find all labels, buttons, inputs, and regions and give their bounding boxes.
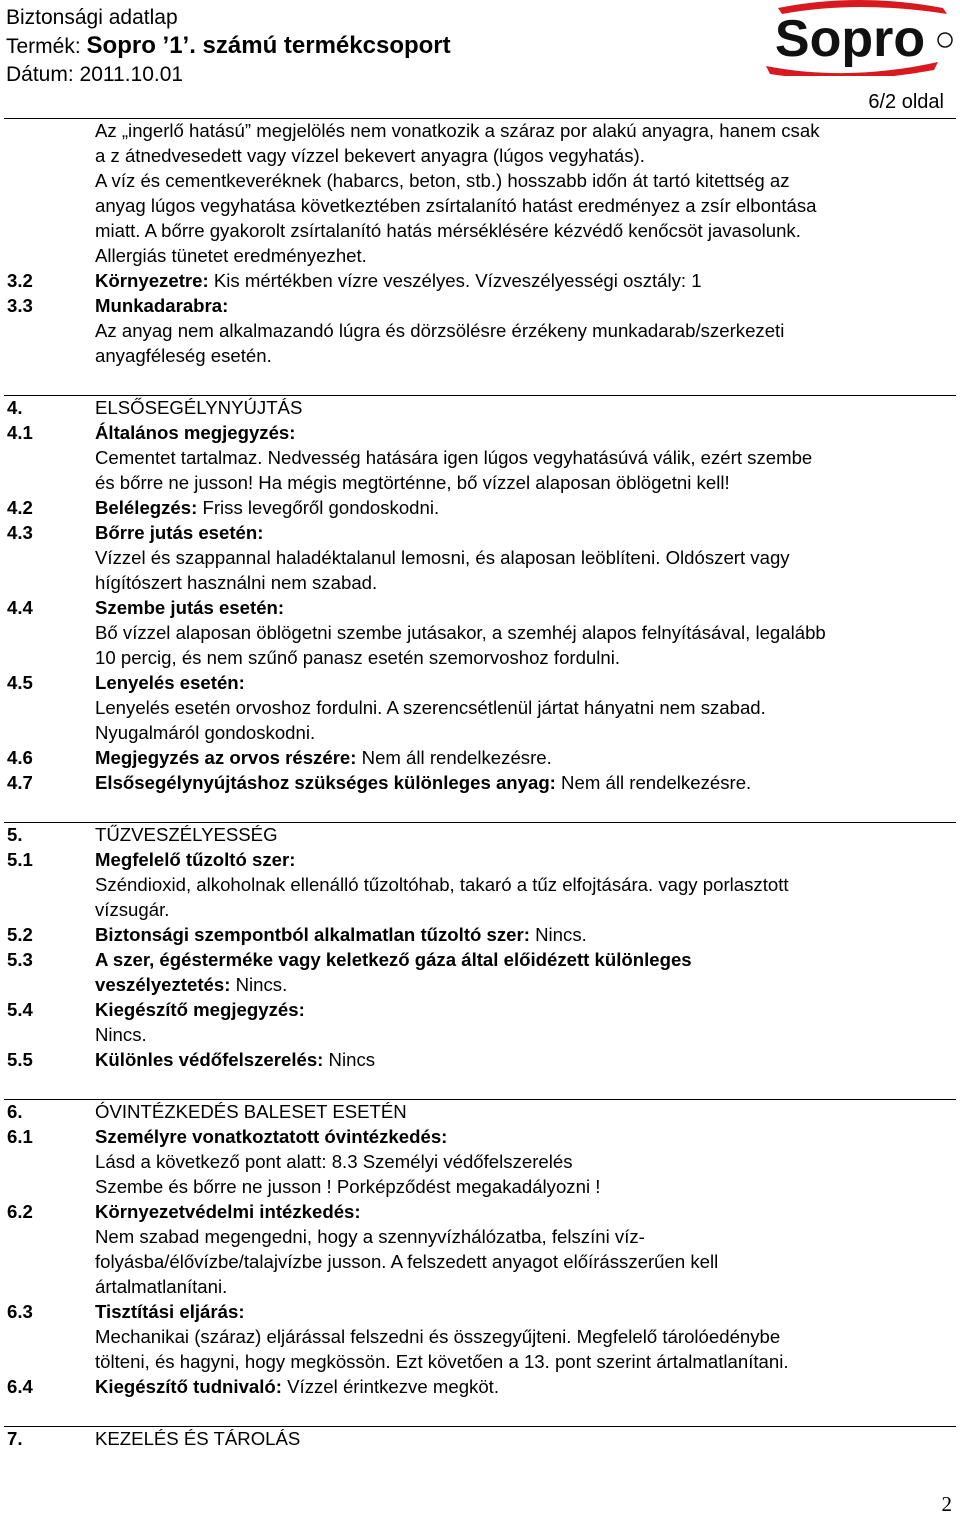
line-text xyxy=(95,244,367,269)
text-run: Lenyelés esetén orvoshoz fordulni. A szerencsétlenül jártat hányatni nem szabad. xyxy=(95,697,766,718)
section-number: 5.3 xyxy=(7,949,33,970)
line-text xyxy=(95,1225,645,1250)
line-text xyxy=(95,746,552,771)
text-run: a z átnedvesedett vagy vízzel bekevert anyagra (lúgos vegyhatás). xyxy=(95,145,645,166)
line-text xyxy=(95,1175,600,1200)
text-run: KEZELÉS ÉS TÁROLÁS xyxy=(95,1428,301,1449)
line-text xyxy=(95,521,263,546)
line-text xyxy=(95,771,751,796)
section-number: 4.1 xyxy=(7,422,33,443)
line-text xyxy=(95,294,228,319)
bold-label: Munkadarabra: xyxy=(95,295,229,316)
bold-label: Elsősegélynyújtáshoz szükséges különleges anyag: xyxy=(95,772,556,793)
text-run: Szembe és bőrre ne jusson ! Porképződést megakadályozni ! xyxy=(95,1176,601,1197)
date-label: Dátum: xyxy=(6,63,74,86)
line-text xyxy=(95,823,278,848)
line-text xyxy=(95,471,730,496)
text-run: Nem áll rendelkezésre. xyxy=(555,772,752,793)
sopro-logo xyxy=(748,0,954,76)
bold-label: Környezetvédelmi intézkedés: xyxy=(95,1201,361,1222)
line-text xyxy=(95,396,302,421)
line-text xyxy=(95,144,645,169)
bold-label: Személyre vonatkoztatott óvintézkedés: xyxy=(95,1126,448,1147)
section-number: 6. xyxy=(7,1101,23,1122)
text-run: TŰZVESZÉLYESSÉG xyxy=(95,824,278,845)
text-run: Nincs. xyxy=(230,974,288,995)
text-run: Cementet tartalmaz. Nedvesség hatására igen lúgos vegyhatásúvá válik, ezért szembe xyxy=(95,447,813,468)
text-run: Széndioxid, alkoholnak ellenálló tűzoltóhab, takaró a tűz elfojtására. vagy porlasztott xyxy=(95,874,789,895)
bold-label: Megfelelő tűzoltó szer: xyxy=(95,849,296,870)
line-text xyxy=(95,596,284,621)
text-run: ÓVINTÉZKEDÉS BALESET ESETÉN xyxy=(95,1101,407,1122)
line-text xyxy=(95,1375,499,1400)
line-text xyxy=(95,1048,375,1073)
bold-label: Általános megjegyzés: xyxy=(95,422,296,443)
section-number: 5.2 xyxy=(7,924,33,945)
line-text xyxy=(95,1325,780,1350)
text-run: Allergiás tünetet eredményezhet. xyxy=(95,245,367,266)
line-text xyxy=(95,1150,573,1175)
text-run: Az anyag nem alkalmazandó lúgra és dörzsölésre érzékeny munkadarab/szerkezeti xyxy=(95,320,785,341)
text-run: Nincs. xyxy=(95,1024,147,1045)
product-line xyxy=(6,34,451,59)
product-name: Sopro ’1’. számú termékcsoport xyxy=(86,32,451,59)
line-text xyxy=(95,621,826,646)
section-number: 4.4 xyxy=(7,597,33,618)
section-number: 5.5 xyxy=(7,1049,33,1070)
page-label: 6/2 oldal xyxy=(868,91,944,113)
text-run: Az „ingerlő hatású” megjelölés nem vonatkozik a száraz por alakú anyagra, hanem csak xyxy=(95,120,820,141)
line-text xyxy=(95,948,692,973)
section-number: 5.1 xyxy=(7,849,33,870)
bold-label: Különles védőfelszerelés: xyxy=(95,1049,324,1070)
text-run: tölteni, és hagyni, hogy megkössön. Ezt követően a 13. pont szerint ártalmatlanítani. xyxy=(95,1351,789,1372)
text-run: ELSŐSEGÉLYNYÚJTÁS xyxy=(95,397,303,418)
page-number: 2 xyxy=(941,1492,952,1516)
line-text xyxy=(95,721,315,746)
bold-label: Tisztítási eljárás: xyxy=(95,1301,245,1322)
section-number: 4.5 xyxy=(7,672,33,693)
text-run: vízsugár. xyxy=(95,899,170,920)
text-run: Friss levegőről gondoskodni. xyxy=(197,497,440,518)
bold-label: Környezetre: xyxy=(95,270,209,291)
bold-label: Biztonsági szempontból alkalmatlan tűzoltó szer: xyxy=(95,924,530,945)
bold-label: Szembe jutás esetén: xyxy=(95,597,285,618)
text-run: Vízzel érintkezve megköt. xyxy=(281,1376,499,1397)
line-text xyxy=(95,169,790,194)
section-number: 3.2 xyxy=(7,270,33,291)
logo-text: Sopro xyxy=(774,10,926,68)
line-text xyxy=(95,973,287,998)
section-number: 4.6 xyxy=(7,747,33,768)
line-text xyxy=(95,219,801,244)
text-run: Kis mértékben vízre veszélyes. Vízveszélyességi osztály: 1 xyxy=(208,270,702,291)
line-text xyxy=(95,696,766,721)
section-number: 6.1 xyxy=(7,1126,33,1147)
line-text xyxy=(95,998,305,1023)
section-number: 3.3 xyxy=(7,295,33,316)
section-number: 6.2 xyxy=(7,1201,33,1222)
section-number: 6.4 xyxy=(7,1376,33,1397)
text-run: Nyugalmáról gondoskodni. xyxy=(95,722,316,743)
bold-label: Megjegyzés az orvos részére: xyxy=(95,747,357,768)
date-value: 2011.10.01 xyxy=(79,63,184,86)
text-run: és bőrre ne jusson! Ha mégis megtörténne, bő vízzel alaposan öblögetni kell! xyxy=(95,472,730,493)
line-text xyxy=(95,344,272,369)
text-run: Nincs xyxy=(323,1049,376,1070)
text-run: Nem áll rendelkezésre. xyxy=(356,747,552,768)
text-run: hígítószert használni nem szabad. xyxy=(95,572,378,593)
section-number: 4.2 xyxy=(7,497,33,518)
document-title: Biztonsági adatlap xyxy=(6,6,178,29)
line-text xyxy=(95,1200,361,1225)
line-text xyxy=(95,671,245,696)
bold-label: Kiegészítő megjegyzés: xyxy=(95,999,305,1020)
line-text xyxy=(95,546,790,571)
line-text xyxy=(95,446,812,471)
date-line xyxy=(6,63,183,87)
bold-label: Kiegészítő tudnivaló: xyxy=(95,1376,282,1397)
text-run: A víz és cementkeveréknek (habarcs, beton, stb.) hosszabb időn át tartó kitettség az xyxy=(95,170,790,191)
bold-label: veszélyeztetés: xyxy=(95,974,231,995)
line-text xyxy=(95,923,587,948)
text-run: Lásd a következő pont alatt: 8.3 Személyi védőfelszerelés xyxy=(95,1151,573,1172)
text-run: anyagféleség esetén. xyxy=(95,345,272,366)
line-text xyxy=(95,646,620,671)
product-label: Termék: xyxy=(6,35,81,58)
section-number: 6.3 xyxy=(7,1301,33,1322)
line-text xyxy=(95,319,784,344)
line-text xyxy=(95,421,295,446)
text-run: Nem szabad megengedni, hogy a szennyvízhálózatba, felszíni víz- xyxy=(95,1226,645,1247)
line-text xyxy=(95,1250,718,1275)
line-text xyxy=(95,1427,300,1452)
line-text xyxy=(95,848,295,873)
line-text xyxy=(95,571,377,596)
line-text xyxy=(95,873,789,898)
section-number: 4.3 xyxy=(7,522,33,543)
text-run: Nincs. xyxy=(529,924,587,945)
bold-label: Bőrre jutás esetén: xyxy=(95,522,264,543)
line-text xyxy=(95,496,439,521)
text-run: anyag lúgos vegyhatása következtében zsírtalanító hatást eredményez a zsír elbontása xyxy=(95,195,817,216)
bold-label: A szer, égésterméke vagy keletkező gáza által előidézett különleges xyxy=(95,949,692,970)
section-number: 4.7 xyxy=(7,772,33,793)
line-text xyxy=(95,269,702,294)
bold-label: Lenyelés esetén: xyxy=(95,672,245,693)
section-number: 5. xyxy=(7,824,23,845)
line-text xyxy=(95,1100,407,1125)
section-number: 4. xyxy=(7,397,23,418)
line-text xyxy=(95,1300,245,1325)
line-text xyxy=(95,119,820,144)
text-run: Mechanikai (száraz) eljárással felszedni és összegyűjteni. Megfelelő tárolóedénybe xyxy=(95,1326,781,1347)
line-text xyxy=(95,898,169,923)
text-run: Bő vízzel alaposan öblögetni szembe jutásakor, a szemhéj alapos felnyításával, legalább xyxy=(95,622,826,643)
text-run: ártalmatlanítani. xyxy=(95,1276,228,1297)
text-run: miatt. A bőrre gyakorolt zsírtalanító hatás mérséklésére kézvédő kenőcsöt javasolunk. xyxy=(95,220,801,241)
section-number: 5.4 xyxy=(7,999,33,1020)
line-text xyxy=(95,1125,447,1150)
text-run: Vízzel és szappannal haladéktalanul lemosni, és alaposan leöblíteni. Oldószert vagy xyxy=(95,547,790,568)
line-text xyxy=(95,1023,147,1048)
bold-label: Belélegzés: xyxy=(95,497,198,518)
line-text xyxy=(95,1275,227,1300)
line-text xyxy=(95,194,816,219)
text-run: folyásba/élővízbe/talajvízbe jusson. A felszedett anyagot előírásszerűen kell xyxy=(95,1251,719,1272)
line-text xyxy=(95,1350,789,1375)
section-number: 7. xyxy=(7,1428,23,1449)
text-run: 10 percig, és nem szűnő panasz esetén szemorvoshoz fordulni. xyxy=(95,647,621,668)
